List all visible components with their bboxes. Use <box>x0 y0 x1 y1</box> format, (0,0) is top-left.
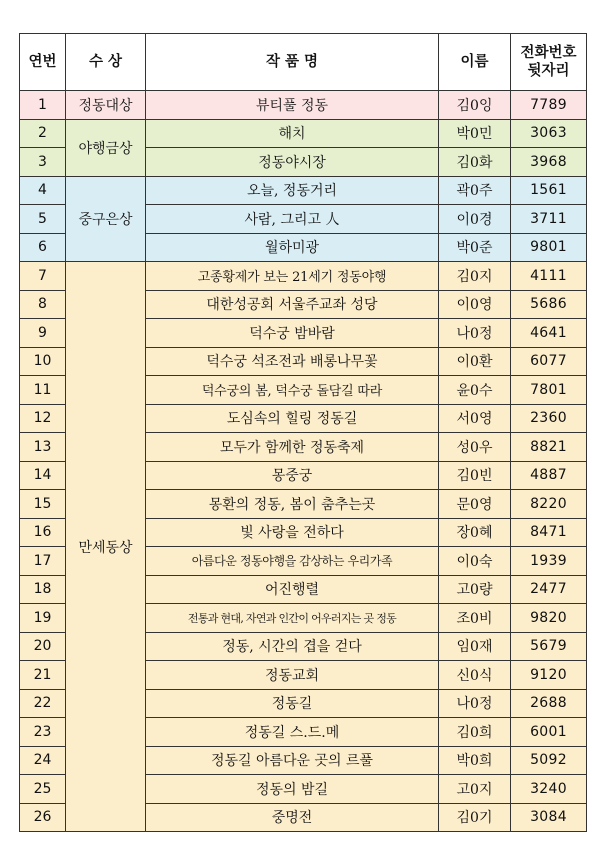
phone-last-digits: 6001 <box>511 718 587 747</box>
phone-last-digits: 2688 <box>511 689 587 718</box>
work-title: 덕수궁 밤바람 <box>146 319 439 348</box>
phone-last-digits: 3063 <box>511 119 587 148</box>
work-title: 도심속의 힐링 정동길 <box>146 404 439 433</box>
work-title: 정동의 밤길 <box>146 775 439 804</box>
phone-last-digits: 3968 <box>511 148 587 177</box>
entrant-name: 고0지 <box>439 775 511 804</box>
header-phone-line2: 뒷자리 <box>527 62 570 79</box>
entrant-name: 조0비 <box>439 604 511 633</box>
entrant-name: 나0정 <box>439 319 511 348</box>
work-title: 정동길 아름다운 곳의 르풀 <box>146 746 439 775</box>
phone-last-digits: 6077 <box>511 347 587 376</box>
work-title: 오늘, 정동거리 <box>146 176 439 205</box>
award-cell: 정동대상 <box>66 91 146 120</box>
phone-last-digits: 1561 <box>511 176 587 205</box>
row-number: 21 <box>20 661 66 690</box>
phone-last-digits: 4111 <box>511 262 587 291</box>
table-row <box>20 119 587 148</box>
row-number: 13 <box>20 433 66 462</box>
phone-last-digits: 3084 <box>511 803 587 832</box>
phone-last-digits: 2360 <box>511 404 587 433</box>
row-number: 1 <box>20 91 66 120</box>
row-number: 18 <box>20 575 66 604</box>
phone-last-digits: 4641 <box>511 319 587 348</box>
entrant-name: 문0영 <box>439 490 511 519</box>
work-title: 중명전 <box>146 803 439 832</box>
phone-last-digits: 5686 <box>511 290 587 319</box>
phone-last-digits: 7789 <box>511 91 587 120</box>
row-number: 3 <box>20 148 66 177</box>
entrant-name: 서0영 <box>439 404 511 433</box>
row-number: 11 <box>20 376 66 405</box>
row-number: 16 <box>20 518 66 547</box>
work-title: 뷰티풀 정동 <box>146 91 439 120</box>
phone-last-digits: 5679 <box>511 632 587 661</box>
entrant-name: 성0우 <box>439 433 511 462</box>
work-title: 정동길 <box>146 689 439 718</box>
entrant-name: 김0기 <box>439 803 511 832</box>
header-year: 연번 <box>20 34 66 91</box>
table-row <box>20 262 587 291</box>
row-number: 12 <box>20 404 66 433</box>
work-title: 정동, 시간의 겹을 걷다 <box>146 632 439 661</box>
entrant-name: 김0빈 <box>439 461 511 490</box>
work-title: 어진행렬 <box>146 575 439 604</box>
table-row <box>20 91 587 120</box>
header-title: 작 품 명 <box>146 34 439 91</box>
phone-last-digits: 3240 <box>511 775 587 804</box>
row-number: 19 <box>20 604 66 633</box>
work-title: 대한성공회 서울주교좌 성당 <box>146 290 439 319</box>
phone-last-digits: 5092 <box>511 746 587 775</box>
work-title: 전통과 현대, 자연과 인간이 어우러지는 곳 정동 <box>146 604 439 633</box>
entrant-name: 이0경 <box>439 205 511 234</box>
entrant-name: 나0정 <box>439 689 511 718</box>
entrant-name: 이0환 <box>439 347 511 376</box>
award-cell: 야행금상 <box>66 119 146 176</box>
phone-last-digits: 8471 <box>511 518 587 547</box>
entrant-name: 고0량 <box>439 575 511 604</box>
row-number: 8 <box>20 290 66 319</box>
work-title: 월하미광 <box>146 233 439 262</box>
header-row <box>20 34 587 91</box>
entrant-name: 김0희 <box>439 718 511 747</box>
header-phone-line1: 전화번호 <box>520 44 577 61</box>
entrant-name: 박0희 <box>439 746 511 775</box>
table-row <box>20 176 587 205</box>
work-title: 고종황제가 보는 21세기 정동야행 <box>146 262 439 291</box>
work-title: 정동길 스.드.메 <box>146 718 439 747</box>
phone-last-digits: 3711 <box>511 205 587 234</box>
entrant-name: 신0식 <box>439 661 511 690</box>
row-number: 14 <box>20 461 66 490</box>
phone-last-digits: 8220 <box>511 490 587 519</box>
row-number: 6 <box>20 233 66 262</box>
row-number: 20 <box>20 632 66 661</box>
phone-last-digits: 2477 <box>511 575 587 604</box>
entrant-name: 김0지 <box>439 262 511 291</box>
header-name: 이름 <box>439 34 511 91</box>
award-cell: 중구은상 <box>66 176 146 262</box>
entrant-name: 김0잉 <box>439 91 511 120</box>
header-phone <box>511 34 587 91</box>
work-title: 모두가 함께한 정동축제 <box>146 433 439 462</box>
row-number: 10 <box>20 347 66 376</box>
row-number: 26 <box>20 803 66 832</box>
work-title: 빛 사랑을 전하다 <box>146 518 439 547</box>
entrant-name: 박0민 <box>439 119 511 148</box>
work-title: 사람, 그리고 人 <box>146 205 439 234</box>
entrant-name: 이0영 <box>439 290 511 319</box>
row-number: 17 <box>20 547 66 576</box>
work-title: 덕수궁 석조전과 배롱나무꽃 <box>146 347 439 376</box>
phone-last-digits: 9120 <box>511 661 587 690</box>
row-number: 4 <box>20 176 66 205</box>
award-winners-table <box>19 33 587 832</box>
row-number: 23 <box>20 718 66 747</box>
phone-last-digits: 4887 <box>511 461 587 490</box>
work-title: 몽환의 정동, 봄이 춤추는곳 <box>146 490 439 519</box>
work-title: 덕수궁의 봄, 덕수궁 돌담길 따라 <box>146 376 439 405</box>
award-cell: 만세동상 <box>66 262 146 832</box>
work-title: 아름다운 정동야행을 감상하는 우리가족 <box>146 547 439 576</box>
phone-last-digits: 9801 <box>511 233 587 262</box>
work-title: 몽중궁 <box>146 461 439 490</box>
phone-last-digits: 7801 <box>511 376 587 405</box>
entrant-name: 윤0수 <box>439 376 511 405</box>
entrant-name: 장0혜 <box>439 518 511 547</box>
row-number: 9 <box>20 319 66 348</box>
row-number: 25 <box>20 775 66 804</box>
work-title: 해치 <box>146 119 439 148</box>
entrant-name: 박0준 <box>439 233 511 262</box>
row-number: 15 <box>20 490 66 519</box>
row-number: 22 <box>20 689 66 718</box>
entrant-name: 곽0주 <box>439 176 511 205</box>
row-number: 5 <box>20 205 66 234</box>
phone-last-digits: 1939 <box>511 547 587 576</box>
work-title: 정동교회 <box>146 661 439 690</box>
entrant-name: 이0숙 <box>439 547 511 576</box>
phone-last-digits: 8821 <box>511 433 587 462</box>
row-number: 24 <box>20 746 66 775</box>
row-number: 2 <box>20 119 66 148</box>
entrant-name: 임0재 <box>439 632 511 661</box>
phone-last-digits: 9820 <box>511 604 587 633</box>
entrant-name: 김0화 <box>439 148 511 177</box>
header-award: 수 상 <box>66 34 146 91</box>
work-title: 정동야시장 <box>146 148 439 177</box>
row-number: 7 <box>20 262 66 291</box>
